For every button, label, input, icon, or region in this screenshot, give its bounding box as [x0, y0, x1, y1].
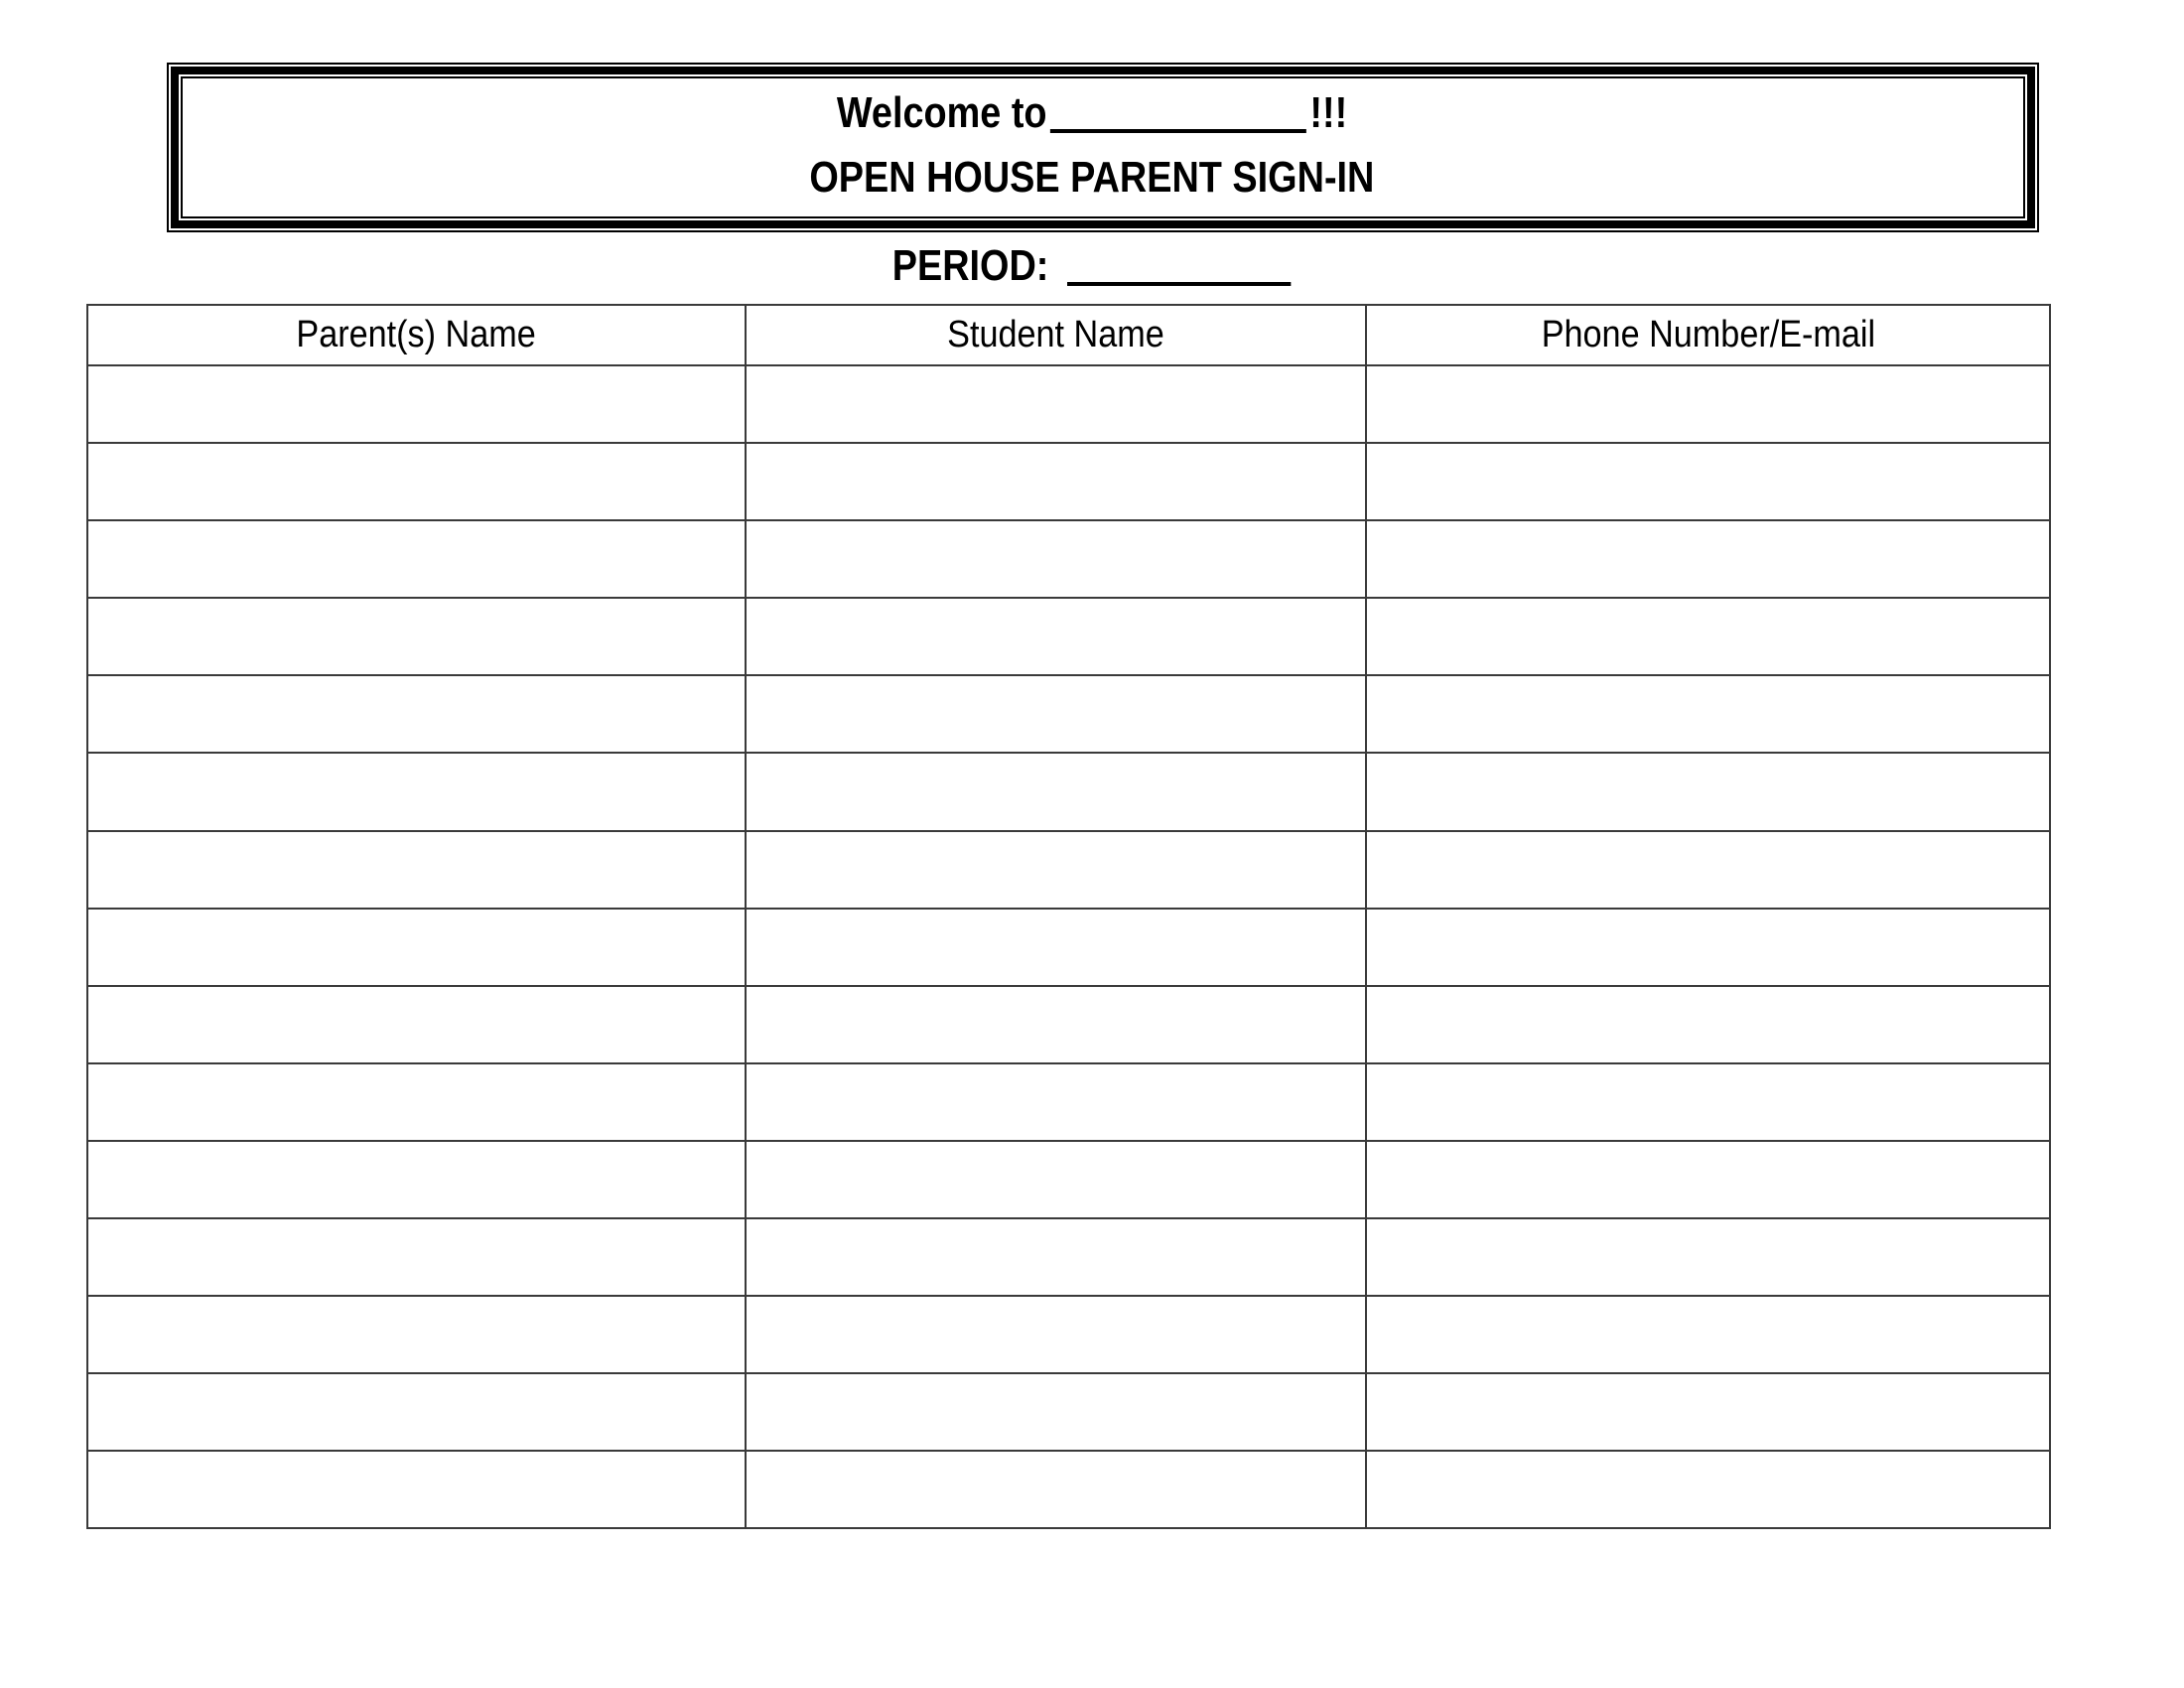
parent-name-field[interactable] [88, 521, 745, 597]
column-header-contact: Phone Number/E-mail [1366, 305, 2050, 365]
student-name-field[interactable] [747, 910, 1365, 985]
parent-name-field[interactable] [88, 1064, 745, 1140]
contact-field[interactable] [1367, 832, 2049, 908]
contact-field[interactable] [1367, 444, 2049, 519]
cell-student-name[interactable] [746, 1218, 1366, 1296]
title-frame [167, 63, 2039, 232]
table-row [87, 520, 2050, 598]
page-title [0, 153, 2184, 202]
student-name-field[interactable] [747, 1452, 1365, 1527]
parent-name-field[interactable] [88, 1142, 745, 1217]
cell-contact[interactable] [1366, 909, 2050, 986]
contact-field[interactable] [1367, 754, 2049, 829]
contact-field[interactable] [1367, 521, 2049, 597]
contact-field[interactable] [1367, 676, 2049, 752]
page-title-text: OPEN HOUSE PARENT SIGN-IN [809, 153, 1375, 202]
student-name-field[interactable] [747, 599, 1365, 674]
cell-contact[interactable] [1366, 1141, 2050, 1218]
student-name-field[interactable] [747, 987, 1365, 1062]
contact-field[interactable] [1367, 1064, 2049, 1140]
cell-parent-name[interactable] [87, 753, 746, 830]
cell-parent-name[interactable] [87, 598, 746, 675]
parent-name-field[interactable] [88, 599, 745, 674]
cell-contact[interactable] [1366, 831, 2050, 909]
parent-name-field[interactable] [88, 910, 745, 985]
parent-name-field[interactable] [88, 676, 745, 752]
parent-name-field[interactable] [88, 1452, 745, 1527]
cell-contact[interactable] [1366, 1451, 2050, 1528]
cell-contact[interactable] [1366, 1063, 2050, 1141]
contact-field[interactable] [1367, 1219, 2049, 1295]
welcome-school-blank[interactable] [1050, 129, 1306, 133]
contact-field[interactable] [1367, 1142, 2049, 1217]
contact-field[interactable] [1367, 987, 2049, 1062]
cell-parent-name[interactable] [87, 1141, 746, 1218]
cell-student-name[interactable] [746, 909, 1366, 986]
period-blank[interactable] [1068, 282, 1292, 286]
cell-parent-name[interactable] [87, 675, 746, 753]
table-row [87, 443, 2050, 520]
table-row [87, 753, 2050, 830]
cell-student-name[interactable] [746, 753, 1366, 830]
cell-contact[interactable] [1366, 1296, 2050, 1373]
student-name-field[interactable] [747, 832, 1365, 908]
cell-student-name[interactable] [746, 1451, 1366, 1528]
signin-table [86, 304, 2051, 1529]
student-name-field[interactable] [747, 754, 1365, 829]
parent-name-field[interactable] [88, 987, 745, 1062]
contact-field[interactable] [1367, 1297, 2049, 1372]
table-row [87, 909, 2050, 986]
parent-name-field[interactable] [88, 1297, 745, 1372]
cell-contact[interactable] [1366, 520, 2050, 598]
table-header-row [87, 305, 2050, 365]
cell-contact[interactable] [1366, 1218, 2050, 1296]
table-row [87, 1296, 2050, 1373]
cell-student-name[interactable] [746, 831, 1366, 909]
welcome-heading [0, 88, 2184, 137]
table-row [87, 986, 2050, 1063]
table-row [87, 598, 2050, 675]
cell-student-name[interactable] [746, 520, 1366, 598]
parent-name-field[interactable] [88, 366, 745, 442]
table-row [87, 1218, 2050, 1296]
student-name-field[interactable] [747, 1374, 1365, 1450]
cell-parent-name[interactable] [87, 1218, 746, 1296]
cell-student-name[interactable] [746, 1296, 1366, 1373]
cell-parent-name[interactable] [87, 1451, 746, 1528]
cell-student-name[interactable] [746, 1063, 1366, 1141]
cell-student-name[interactable] [746, 986, 1366, 1063]
cell-contact[interactable] [1366, 443, 2050, 520]
table-row [87, 1141, 2050, 1218]
student-name-field[interactable] [747, 444, 1365, 519]
parent-name-field[interactable] [88, 1374, 745, 1450]
cell-parent-name[interactable] [87, 986, 746, 1063]
cell-parent-name[interactable] [87, 1063, 746, 1141]
student-name-field[interactable] [747, 521, 1365, 597]
table-row [87, 1373, 2050, 1451]
cell-contact[interactable] [1366, 598, 2050, 675]
student-name-field[interactable] [747, 676, 1365, 752]
cell-student-name[interactable] [746, 365, 1366, 443]
parent-name-field[interactable] [88, 754, 745, 829]
student-name-field[interactable] [747, 1297, 1365, 1372]
contact-field[interactable] [1367, 366, 2049, 442]
contact-field[interactable] [1367, 910, 2049, 985]
parent-name-field[interactable] [88, 1219, 745, 1295]
column-header-parent-name: Parent(s) Name [87, 305, 746, 365]
cell-student-name[interactable] [746, 1373, 1366, 1451]
welcome-suffix: !!! [1309, 88, 1348, 137]
cell-parent-name[interactable] [87, 443, 746, 520]
signin-rows [87, 365, 2050, 1528]
student-name-field[interactable] [747, 1064, 1365, 1140]
student-name-field[interactable] [747, 366, 1365, 442]
cell-parent-name[interactable] [87, 1296, 746, 1373]
contact-field[interactable] [1367, 1374, 2049, 1450]
cell-contact[interactable] [1366, 1373, 2050, 1451]
parent-name-field[interactable] [88, 832, 745, 908]
cell-contact[interactable] [1366, 365, 2050, 443]
period-heading [0, 241, 2184, 290]
table-row [87, 1451, 2050, 1528]
cell-parent-name[interactable] [87, 520, 746, 598]
welcome-prefix: Welcome to [836, 88, 1047, 137]
cell-student-name[interactable] [746, 598, 1366, 675]
table-row [87, 831, 2050, 909]
period-label: PERIOD: [892, 241, 1049, 290]
table-row [87, 675, 2050, 753]
cell-contact[interactable] [1366, 986, 2050, 1063]
table-row [87, 365, 2050, 443]
cell-parent-name[interactable] [87, 365, 746, 443]
contact-field[interactable] [1367, 1452, 2049, 1527]
cell-contact[interactable] [1366, 753, 2050, 830]
table-row [87, 1063, 2050, 1141]
cell-contact[interactable] [1366, 675, 2050, 753]
cell-parent-name[interactable] [87, 1373, 746, 1451]
cell-parent-name[interactable] [87, 831, 746, 909]
cell-parent-name[interactable] [87, 909, 746, 986]
contact-field[interactable] [1367, 599, 2049, 674]
cell-student-name[interactable] [746, 1141, 1366, 1218]
student-name-field[interactable] [747, 1219, 1365, 1295]
cell-student-name[interactable] [746, 675, 1366, 753]
cell-student-name[interactable] [746, 443, 1366, 520]
column-header-student-name: Student Name [746, 305, 1366, 365]
student-name-field[interactable] [747, 1142, 1365, 1217]
parent-name-field[interactable] [88, 444, 745, 519]
